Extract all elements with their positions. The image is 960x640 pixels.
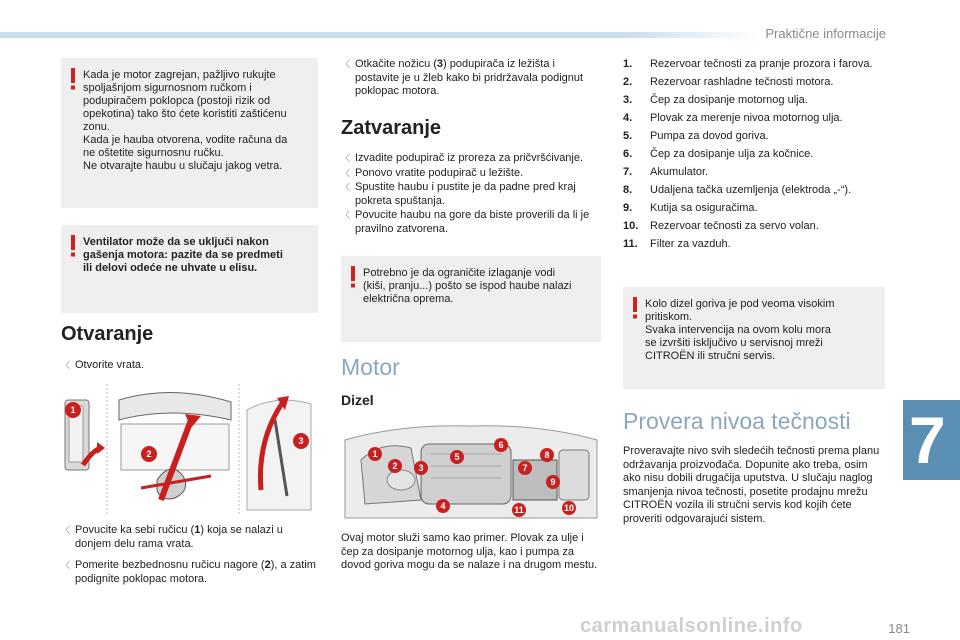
list-item (623, 202, 893, 216)
item-text: Kutija sa osiguračima. (650, 202, 758, 214)
warning-text: Kada je motor zagrejan, pažljivo rukujte spoljašnjom sigurnosnom ručkom i podupiračem poklopca (postoji rizik od opekotina) tako što ćete koristiti zaštićenu zonu. Kada je hauba otvorena, vodite računa da ne oštetite sigurnosnu ručku. Ne otvarajte haubu u slučaju jakog vetra. (83, 69, 288, 172)
svg-text:8: 8 (544, 450, 550, 460)
step-text: ) koja se nalazi u donjem delu rama vrata. (75, 524, 283, 550)
engine-callout-9 (546, 475, 560, 489)
bullet-arrow-icon: 〈 (341, 153, 351, 163)
list-item (623, 220, 893, 234)
svg-text:3: 3 (418, 463, 424, 473)
step-ref-number: 3 (436, 58, 444, 70)
warning-box-water (341, 256, 601, 342)
warning-text: Kolo dizel goriva je pod veoma visokim pritiskom. Svaka intervencija na ovom kolu mora se izvršiti isključivo u servisnoj mreži CITROËN ili stručni servis. (645, 298, 835, 362)
engine-callout-5 (450, 450, 464, 464)
bullet-arrow-icon: 〈 (61, 525, 71, 535)
svg-text:10: 10 (563, 503, 575, 513)
step-text: Izvadite podupirač iz proreza za pričvršćivanje. (355, 152, 584, 164)
item-text: Rezervoar tečnosti za pranje prozora i farova. (650, 58, 873, 70)
bullet-arrow-icon: 〈 (341, 182, 351, 192)
heading-motor: Motor (341, 354, 400, 380)
list-item (623, 58, 893, 72)
heading-fluid-levels: Provera nivoa tečnosti (623, 408, 851, 434)
item-text: Čep za dosipanje motornog ulja. (650, 94, 808, 106)
svg-text:2: 2 (392, 461, 398, 471)
item-number: 5. (623, 130, 633, 142)
svg-text:4: 4 (440, 501, 446, 511)
svg-text:2: 2 (146, 449, 152, 459)
section-title: Praktične informacije (765, 26, 886, 41)
chapter-tab (903, 400, 960, 480)
fluid-levels-paragraph: Proveravajte nivo svih sledećih tečnosti prema planu održavanja proizvođača. Dopunite ako treba, osim ako nisu dobili drugačija uputstva. U slučaju naglog smanjenja nivoa tečnosti, posetite prodajnu mrežu CITROËN vozila ili stručni servis kod kojih ćete proveriti odgovarajući sistem. (623, 445, 880, 525)
list-item (623, 112, 893, 126)
engine-compartment-illustration (341, 420, 601, 522)
step-ref-number: 2 (264, 559, 271, 571)
item-text: Akumulator. (650, 166, 709, 178)
step-text: Povucite haubu na gore da biste proverili da li je pravilno zatvorena. (355, 209, 590, 235)
bullet-arrow-icon: 〈 (341, 210, 351, 220)
svg-text:1: 1 (372, 449, 378, 459)
item-number: 7. (623, 166, 633, 178)
step-text: ), a zatim podignite poklopac motora. (75, 559, 316, 585)
engine-callout-11 (512, 503, 526, 517)
item-number: 3. (623, 94, 633, 106)
item-number: 1. (623, 58, 633, 70)
engine-callout-1 (368, 447, 382, 461)
step-text: Otkačite nožicu ( (355, 58, 437, 70)
step-text: Spustite haubu i pustite je da padne pred kraj pokreta spuštanja. (355, 181, 576, 207)
hood-opening-illustration (61, 380, 318, 520)
item-text: Rezervoar tečnosti za servo volan. (650, 220, 819, 232)
list-item (623, 184, 893, 198)
engine-parts-list (623, 58, 893, 256)
step-ref-number: 1 (194, 524, 201, 536)
engine-callout-7 (518, 461, 532, 475)
opening-step-1 (61, 359, 318, 374)
header-bar-fade (620, 32, 760, 38)
bullet-arrow-icon: 〈 (341, 59, 351, 69)
item-number: 10. (623, 220, 639, 232)
svg-text:11: 11 (514, 505, 524, 515)
item-text: Filter za vazduh. (650, 238, 731, 250)
list-item (623, 76, 893, 90)
warning-exclamation-icon (69, 235, 77, 257)
svg-text:9: 9 (550, 477, 556, 487)
list-item (623, 130, 893, 144)
heading-opening: Otvaranje (61, 323, 154, 345)
svg-text:3: 3 (298, 436, 304, 446)
svg-text:6: 6 (498, 440, 504, 450)
opening-steps-2-3 (61, 524, 318, 587)
heading-diesel: Dizel (341, 392, 374, 408)
warning-exclamation-icon (349, 266, 357, 288)
warning-box-hot-engine (61, 58, 318, 208)
header-bar (0, 32, 620, 38)
warning-box-diesel-pressure (623, 287, 885, 389)
item-text: Plovak za merenje nivoa motornog ulja. (650, 112, 843, 124)
step-text: Povucite ka sebi ručicu ( (75, 524, 195, 536)
warning-text: Potrebno je da ograničite izlaganje vodi (kiši, pranju...) pošto se ispod haube nalazi električna oprema. (363, 267, 572, 305)
engine-callout-10 (562, 501, 576, 515)
step-text: Ponovo vratite podupirač u ležište. (355, 166, 524, 179)
chapter-number: 7 (909, 403, 946, 477)
warning-text: Ventilator može da se uključi nakon gašenja motora: pazite da se predmeti ili delovi odeće ne uhvate u elisu. (83, 236, 283, 274)
warning-exclamation-icon (69, 68, 77, 90)
engine-callout-3 (414, 461, 428, 475)
watermark: carmanualsonline.info (580, 615, 803, 637)
warning-exclamation-icon (631, 297, 639, 319)
item-text: Čep za dosipanje ulja za kočnice. (650, 148, 814, 160)
engine-callout-4 (436, 499, 450, 513)
item-text: Pumpa za dovod goriva. (650, 130, 769, 142)
list-item (623, 238, 893, 252)
bullet-arrow-icon: 〈 (61, 560, 71, 570)
svg-text:5: 5 (454, 452, 460, 462)
step-text: ) podupirača iz ležišta i postavite je u žleb kako bi pridržavala podignut poklopac motora. (355, 58, 584, 97)
svg-text:7: 7 (522, 463, 528, 473)
engine-callout-8 (540, 448, 554, 462)
callout-3 (293, 433, 309, 449)
list-item (623, 94, 893, 108)
bullet-arrow-icon: 〈 (341, 167, 351, 178)
item-number: 2. (623, 76, 633, 88)
step-text: Otvorite vrata. (75, 359, 145, 371)
list-item (623, 166, 893, 180)
svg-text:1: 1 (70, 405, 76, 415)
item-text: Rezervoar rashladne tečnosti motora. (650, 76, 834, 88)
item-text: Udaljena tačka uzemljenja (elektroda „-“). (650, 184, 852, 196)
callout-1 (65, 402, 81, 418)
bullet-arrow-icon: 〈 (61, 360, 71, 370)
warning-box-fan (61, 225, 318, 313)
engine-callout-6 (494, 438, 508, 452)
callout-2 (141, 446, 157, 462)
engine-callout-2 (388, 459, 402, 473)
page-number: 181 (888, 621, 910, 636)
opening-step-4 (341, 58, 601, 100)
heading-closing: Zatvaranje (341, 117, 442, 139)
item-number: 4. (623, 112, 633, 124)
item-number: 6. (623, 148, 633, 160)
list-item (623, 148, 893, 162)
item-number: 9. (623, 202, 633, 214)
step-text: Pomerite bezbednosnu ručicu nagore ( (75, 559, 265, 571)
item-number: 8. (623, 184, 633, 196)
engine-note: Ovaj motor služi samo kao primer. Plovak za ulje i čep za dosipanje motornog ulja, kao i pumpa za dovod goriva mogu da se nalaze i na drugom mestu. (341, 532, 598, 571)
closing-steps (341, 152, 601, 237)
item-number: 11. (623, 238, 638, 250)
